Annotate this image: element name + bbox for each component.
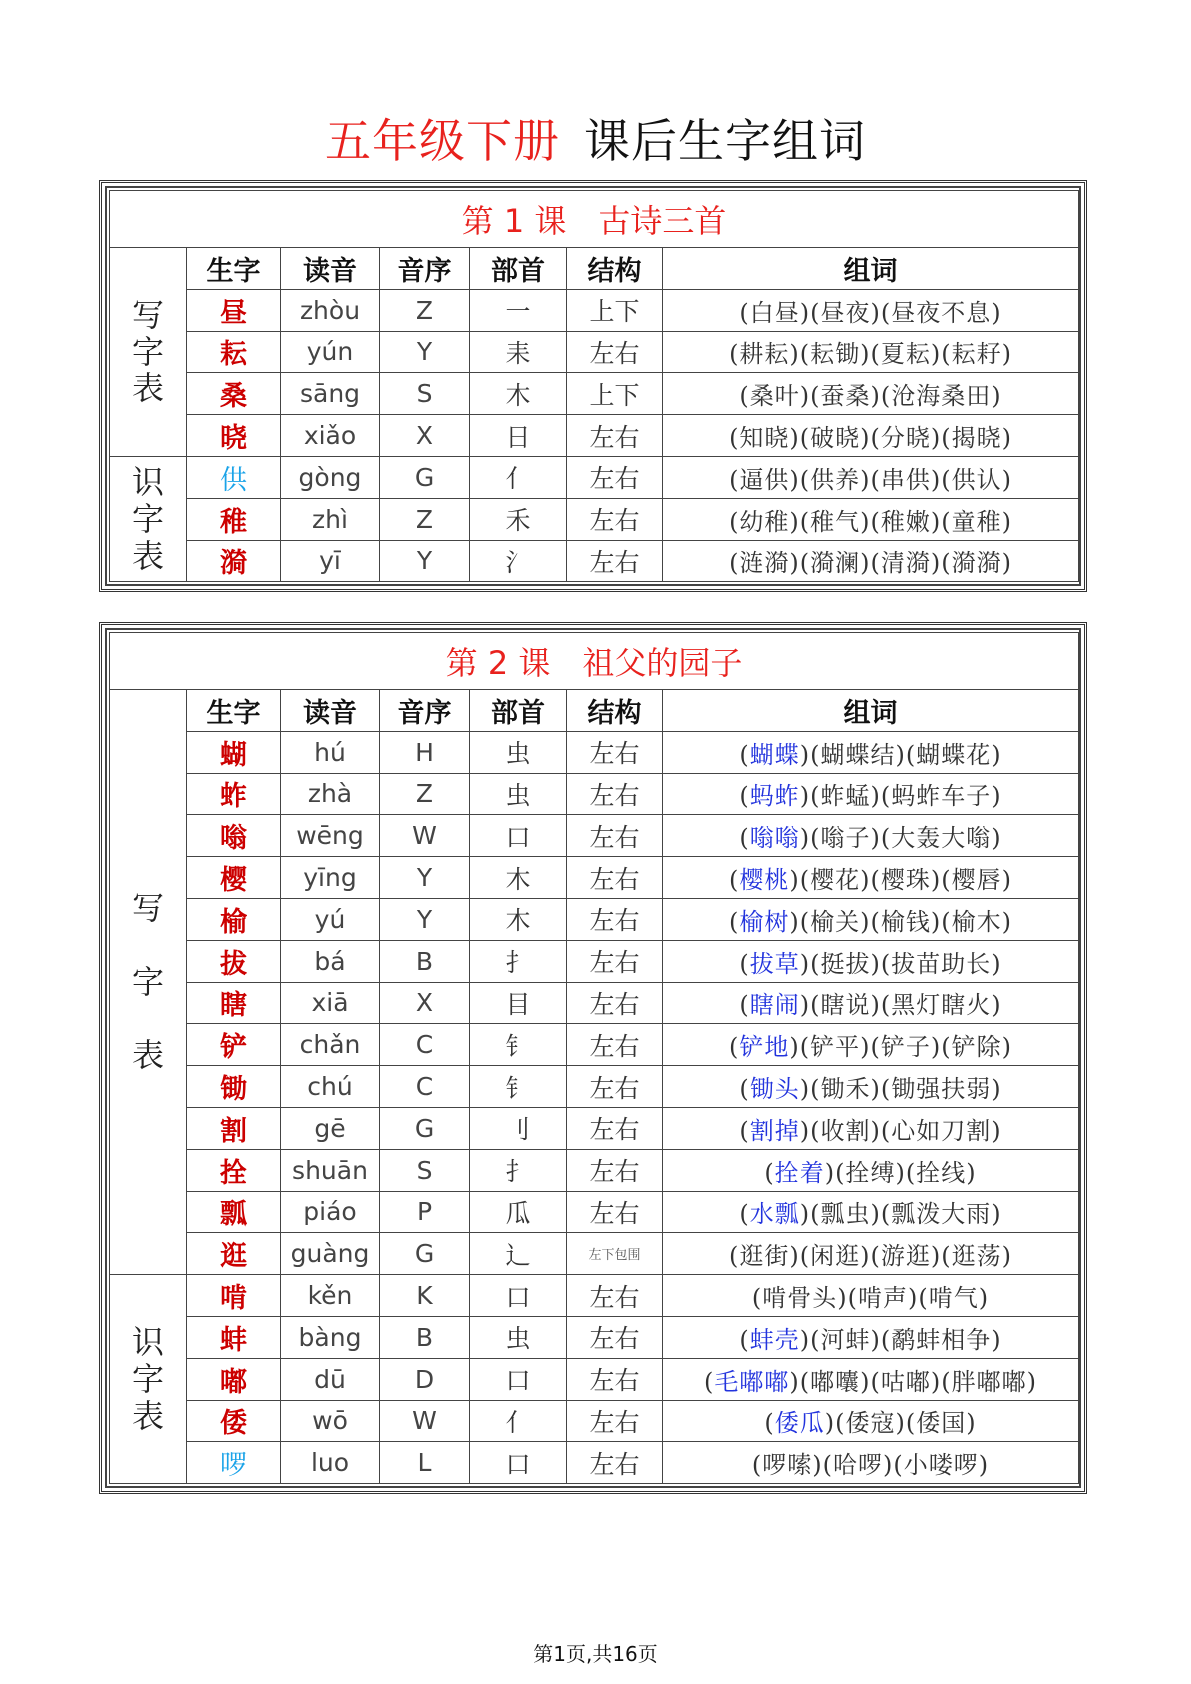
lesson-2-table: [99, 622, 1087, 1494]
word-groups: [663, 898, 1079, 940]
initial-letter: S: [380, 373, 470, 415]
pinyin: luo: [281, 1442, 380, 1484]
initial-letter: S: [380, 1149, 470, 1191]
column-header: 部首: [470, 690, 567, 732]
column-header: 音序: [380, 690, 470, 732]
word-text: )(挺拔)(拔苗助长): [799, 949, 1002, 978]
table-row: [110, 1400, 1079, 1442]
pinyin: zhì: [281, 498, 380, 540]
group-label: 识 字 表: [110, 456, 187, 581]
structure: 上下: [567, 373, 663, 415]
highlighted-word: 嗡嗡: [749, 824, 800, 853]
column-header: 读音: [281, 248, 380, 290]
character: 樱: [187, 857, 281, 899]
page-footer: 第1页,共16页: [533, 1642, 658, 1666]
table-row: [110, 415, 1079, 457]
pinyin: kěn: [281, 1275, 380, 1317]
column-header: 结构: [567, 248, 663, 290]
lesson-1-table: [99, 180, 1087, 592]
character: 榆: [187, 898, 281, 940]
word-groups: [663, 1149, 1079, 1191]
table-row: [110, 731, 1079, 773]
table-row: [110, 1191, 1079, 1233]
word-text: (: [739, 824, 750, 853]
initial-letter: P: [380, 1191, 470, 1233]
word-text: )(收割)(心如刀割): [799, 1116, 1002, 1145]
pinyin: xiǎo: [281, 415, 380, 457]
word-text: )(铲平)(铲子)(铲除): [789, 1033, 1012, 1062]
column-header: 部首: [470, 248, 567, 290]
word-text: (: [739, 949, 750, 978]
character: 倭: [187, 1400, 281, 1442]
word-text: (: [729, 1033, 740, 1062]
word-groups: [663, 1316, 1079, 1358]
radical: 口: [470, 1442, 567, 1484]
word-text: )(拴缚)(拴线): [824, 1158, 977, 1187]
column-header: 生字: [187, 690, 281, 732]
word-groups: [663, 1191, 1079, 1233]
pinyin: zhòu: [281, 289, 380, 331]
table-row: [110, 940, 1079, 982]
initial-letter: X: [380, 415, 470, 457]
initial-letter: B: [380, 940, 470, 982]
radical: 亻: [470, 456, 567, 498]
initial-letter: Z: [380, 773, 470, 815]
word-groups: [663, 773, 1079, 815]
table-row: [110, 373, 1079, 415]
character: 铲: [187, 1024, 281, 1066]
initial-letter: H: [380, 731, 470, 773]
table-row: [110, 857, 1079, 899]
character: 蚱: [187, 773, 281, 815]
radical: 虫: [470, 773, 567, 815]
structure: 上下: [567, 289, 663, 331]
initial-letter: Y: [380, 540, 470, 582]
character: 嘟: [187, 1358, 281, 1400]
word-groups: [663, 857, 1079, 899]
word-text: (: [764, 1409, 775, 1438]
title-subject: 课后生字组词: [584, 114, 866, 168]
word-text: (逛街)(闲逛)(游逛)(逛荡): [729, 1242, 1012, 1271]
radical: 瓜: [470, 1191, 567, 1233]
column-header: 组词: [663, 248, 1079, 290]
pinyin: bá: [281, 940, 380, 982]
pinyin: sāng: [281, 373, 380, 415]
word-text: (涟漪)(漪澜)(清漪)(漪漪): [729, 549, 1012, 578]
word-groups: [663, 1233, 1079, 1275]
table-row: [110, 1442, 1079, 1484]
table-row: [110, 1107, 1079, 1149]
character: 瓢: [187, 1191, 281, 1233]
initial-letter: C: [380, 1066, 470, 1108]
word-groups: [663, 815, 1079, 857]
character: 拴: [187, 1149, 281, 1191]
table-row: [110, 1233, 1079, 1275]
highlighted-word: 榆树: [739, 907, 790, 936]
word-text: (: [729, 866, 740, 895]
highlighted-word: 拔草: [749, 949, 800, 978]
header-row: [110, 248, 1079, 290]
lesson-title: 第 2 课 祖父的园子: [110, 633, 1079, 690]
word-text: (: [739, 1200, 750, 1229]
table-row: [110, 1149, 1079, 1191]
column-header: 组词: [663, 690, 1079, 732]
page-title: [0, 105, 1191, 171]
table-row: [110, 331, 1079, 373]
character: 耘: [187, 331, 281, 373]
pinyin: chǎn: [281, 1024, 380, 1066]
highlighted-word: 倭瓜: [774, 1409, 825, 1438]
radical: 禾: [470, 498, 567, 540]
word-groups: [663, 1400, 1079, 1442]
structure: 左右: [567, 898, 663, 940]
initial-letter: K: [380, 1275, 470, 1317]
radical: 木: [470, 898, 567, 940]
group-label: 写 字 表: [110, 248, 187, 457]
highlighted-word: 蝴蝶: [749, 740, 800, 769]
word-groups: [663, 982, 1079, 1024]
structure: 左右: [567, 815, 663, 857]
initial-letter: Z: [380, 498, 470, 540]
highlighted-word: 锄头: [749, 1075, 800, 1104]
radical: 目: [470, 982, 567, 1024]
pinyin: yú: [281, 898, 380, 940]
word-groups: [663, 415, 1079, 457]
highlighted-word: 铲地: [739, 1033, 790, 1062]
highlighted-word: 水瓢: [749, 1200, 800, 1229]
character: 蝴: [187, 731, 281, 773]
word-text: (逼供)(供养)(串供)(供认): [729, 465, 1012, 494]
word-text: )(嘟囔)(咕嘟)(胖嘟嘟): [789, 1367, 1037, 1396]
word-text: )(瞎说)(黑灯瞎火): [799, 991, 1002, 1020]
table-row: [110, 498, 1079, 540]
character: 嗡: [187, 815, 281, 857]
initial-letter: G: [380, 1107, 470, 1149]
highlighted-word: 樱桃: [739, 866, 790, 895]
word-text: (: [764, 1158, 775, 1187]
word-text: (啰嗦)(哈啰)(小喽啰): [751, 1451, 990, 1480]
word-text: )(榆关)(榆钱)(榆木): [789, 907, 1012, 936]
structure: 左右: [567, 540, 663, 582]
word-text: (: [739, 1325, 750, 1354]
pinyin: piáo: [281, 1191, 380, 1233]
word-text: )(樱花)(樱珠)(樱唇): [789, 866, 1012, 895]
highlighted-word: 瞎闹: [749, 991, 800, 1020]
word-text: (桑叶)(蚕桑)(沧海桑田): [739, 382, 1002, 411]
column-header: 生字: [187, 248, 281, 290]
word-text: )(瓢虫)(瓢泼大雨): [799, 1200, 1002, 1229]
radical: 口: [470, 1275, 567, 1317]
pinyin: wō: [281, 1400, 380, 1442]
word-groups: [663, 331, 1079, 373]
initial-letter: Z: [380, 289, 470, 331]
structure: 左右: [567, 498, 663, 540]
initial-letter: L: [380, 1442, 470, 1484]
highlighted-word: 割掉: [749, 1116, 800, 1145]
word-text: )(嗡子)(大轰大嗡): [799, 824, 1002, 853]
word-text: (白昼)(昼夜)(昼夜不息): [739, 298, 1002, 327]
word-groups: [663, 498, 1079, 540]
word-text: )(倭寇)(倭国): [824, 1409, 977, 1438]
structure: 左右: [567, 456, 663, 498]
pinyin: wēng: [281, 815, 380, 857]
highlighted-word: 拴着: [774, 1158, 825, 1187]
initial-letter: B: [380, 1316, 470, 1358]
table-row: [110, 1275, 1079, 1317]
word-text: )(锄禾)(锄强扶弱): [799, 1075, 1002, 1104]
radical: 钅: [470, 1024, 567, 1066]
character: 瞎: [187, 982, 281, 1024]
structure: 左右: [567, 1275, 663, 1317]
title-grade: 五年级下册: [325, 114, 560, 168]
radical: 虫: [470, 731, 567, 773]
initial-letter: G: [380, 456, 470, 498]
header-row: [110, 690, 1079, 732]
initial-letter: W: [380, 815, 470, 857]
word-groups: [663, 1358, 1079, 1400]
pinyin: guàng: [281, 1233, 380, 1275]
column-header: 音序: [380, 248, 470, 290]
word-groups: [663, 456, 1079, 498]
radical: 一: [470, 289, 567, 331]
title-row: [110, 191, 1079, 248]
structure: 左右: [567, 1358, 663, 1400]
initial-letter: G: [380, 1233, 470, 1275]
lesson-title: 第 1 课 古诗三首: [110, 191, 1079, 248]
word-groups: [663, 1066, 1079, 1108]
radical: 口: [470, 1358, 567, 1400]
structure: 左右: [567, 982, 663, 1024]
structure: 左右: [567, 857, 663, 899]
radical: 口: [470, 815, 567, 857]
structure: 左右: [567, 1442, 663, 1484]
table-row: [110, 456, 1079, 498]
structure: 左右: [567, 415, 663, 457]
pinyin: hú: [281, 731, 380, 773]
structure: 左右: [567, 1400, 663, 1442]
word-groups: [663, 1442, 1079, 1484]
pinyin: yún: [281, 331, 380, 373]
table-row: [110, 815, 1079, 857]
pinyin: dū: [281, 1358, 380, 1400]
table-row: [110, 1066, 1079, 1108]
radical: 扌: [470, 1149, 567, 1191]
word-text: (: [739, 1075, 750, 1104]
structure: 左右: [567, 1149, 663, 1191]
structure: 左右: [567, 331, 663, 373]
word-text: )(蚱蜢)(蚂蚱车子): [799, 782, 1002, 811]
word-text: (耕耘)(耘锄)(夏耘)(耘耔): [729, 340, 1012, 369]
structure: 左右: [567, 1107, 663, 1149]
structure: 左下包围: [567, 1233, 663, 1275]
radical: 氵: [470, 540, 567, 582]
pinyin: zhà: [281, 773, 380, 815]
radical: 亻: [470, 1400, 567, 1442]
initial-letter: C: [380, 1024, 470, 1066]
radical: 木: [470, 373, 567, 415]
pinyin: xiā: [281, 982, 380, 1024]
word-text: (幼稚)(稚气)(稚嫩)(童稚): [729, 507, 1012, 536]
structure: 左右: [567, 1024, 663, 1066]
word-groups: [663, 373, 1079, 415]
word-text: (: [739, 740, 750, 769]
radical: 扌: [470, 940, 567, 982]
initial-letter: X: [380, 982, 470, 1024]
pinyin: yīng: [281, 857, 380, 899]
initial-letter: Y: [380, 898, 470, 940]
character: 拔: [187, 940, 281, 982]
radical: 钅: [470, 1066, 567, 1108]
table-row: [110, 898, 1079, 940]
character: 供: [187, 456, 281, 498]
word-text: (: [704, 1367, 715, 1396]
table-row: [110, 289, 1079, 331]
highlighted-word: 蚌壳: [749, 1325, 800, 1354]
word-text: (: [739, 991, 750, 1020]
structure: 左右: [567, 940, 663, 982]
table-row: [110, 1024, 1079, 1066]
pinyin: chú: [281, 1066, 380, 1108]
radical: 木: [470, 857, 567, 899]
word-text: (知晓)(破晓)(分晓)(揭晓): [729, 424, 1012, 453]
word-groups: [663, 731, 1079, 773]
word-text: (啃骨头)(啃声)(啃气): [751, 1284, 990, 1313]
word-groups: [663, 940, 1079, 982]
character: 稚: [187, 498, 281, 540]
table-row: [110, 1316, 1079, 1358]
word-groups: [663, 289, 1079, 331]
character: 割: [187, 1107, 281, 1149]
radical: 刂: [470, 1107, 567, 1149]
word-text: )(河蚌)(鹬蚌相争): [799, 1325, 1002, 1354]
character: 蚌: [187, 1316, 281, 1358]
initial-letter: Y: [380, 857, 470, 899]
pinyin: gòng: [281, 456, 380, 498]
word-groups: [663, 1275, 1079, 1317]
column-header: 读音: [281, 690, 380, 732]
character: 锄: [187, 1066, 281, 1108]
character: 桑: [187, 373, 281, 415]
column-header: 结构: [567, 690, 663, 732]
radical: 虫: [470, 1316, 567, 1358]
pinyin: gē: [281, 1107, 380, 1149]
initial-letter: W: [380, 1400, 470, 1442]
table-row: [110, 1358, 1079, 1400]
structure: 左右: [567, 1316, 663, 1358]
structure: 左右: [567, 773, 663, 815]
table-row: [110, 773, 1079, 815]
character: 漪: [187, 540, 281, 582]
word-groups: [663, 1107, 1079, 1149]
highlighted-word: 蚂蚱: [749, 782, 800, 811]
word-groups: [663, 1024, 1079, 1066]
title-row: [110, 633, 1079, 690]
initial-letter: Y: [380, 331, 470, 373]
table-row: [110, 982, 1079, 1024]
character: 昼: [187, 289, 281, 331]
table-row: [110, 540, 1079, 582]
character: 晓: [187, 415, 281, 457]
character: 啃: [187, 1275, 281, 1317]
structure: 左右: [567, 1191, 663, 1233]
highlighted-word: 毛嘟嘟: [714, 1367, 790, 1396]
initial-letter: D: [380, 1358, 470, 1400]
structure: 左右: [567, 731, 663, 773]
character: 啰: [187, 1442, 281, 1484]
group-label: 识 字 表: [110, 1275, 187, 1484]
group-label: 写 字 表: [110, 690, 187, 1275]
radical: 辶: [470, 1233, 567, 1275]
character: 逛: [187, 1233, 281, 1275]
pinyin: shuān: [281, 1149, 380, 1191]
radical: 耒: [470, 331, 567, 373]
word-text: (: [739, 782, 750, 811]
word-text: )(蝴蝶结)(蝴蝶花): [799, 740, 1002, 769]
structure: 左右: [567, 1066, 663, 1108]
word-text: (: [739, 1116, 750, 1145]
word-groups: [663, 540, 1079, 582]
radical: 日: [470, 415, 567, 457]
pinyin: bàng: [281, 1316, 380, 1358]
word-text: (: [729, 907, 740, 936]
pinyin: yī: [281, 540, 380, 582]
